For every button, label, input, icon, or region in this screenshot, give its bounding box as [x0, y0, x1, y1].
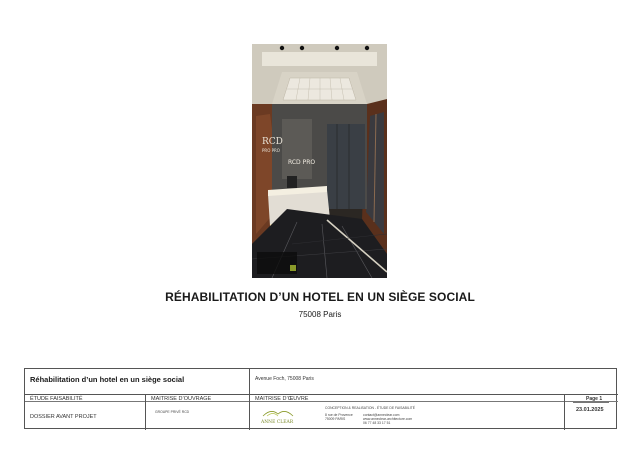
- architect-email[interactable]: contact@anneclear.com: [363, 413, 400, 417]
- wall-brand-3: RCD PRO: [288, 159, 316, 166]
- architect-address: 8 rue de Provence: [325, 413, 353, 417]
- phase-header: ÉTUDE FAISABILITÉ: [30, 396, 83, 402]
- wall-brand-2: PRO PRO: [262, 148, 280, 153]
- document-title: RÉHABILITATION D’UN HOTEL EN UN SIÈGE SOCIAL: [165, 290, 475, 304]
- project-title: Réhabilitation d’un hotel en un siège social: [30, 375, 185, 384]
- title-block: [24, 368, 617, 429]
- document-subtitle: 75008 Paris: [298, 310, 342, 319]
- leaf-logo-icon: [261, 408, 295, 418]
- architect-city: 75009 PARIS: [325, 417, 346, 421]
- phase-value: DOSSIER AVANT PROJET: [30, 414, 97, 420]
- project-address: Avenue Foch, 75008 Paris: [255, 376, 314, 382]
- page-number: Page 1: [586, 396, 603, 402]
- document-date: 23.01.2025: [576, 407, 604, 413]
- lobby-rendering: [252, 44, 387, 278]
- architect-website[interactable]: www.anneclear-architecture.com: [363, 417, 413, 421]
- architect-logo: [261, 408, 295, 424]
- architect-description: CONCEPTION & REALISATION - ÉTUDE DE FAISABILITÉ: [325, 406, 415, 410]
- architect-header: MAITRISE D’ŒUVRE: [255, 396, 309, 402]
- wall-brand-1: RCD: [262, 137, 283, 147]
- architect-phone: 06 77 48 33 17 51: [363, 421, 391, 425]
- client-value: GROUPE PRIVÉ RCD: [155, 410, 190, 414]
- architect-logo-text: ANNE CLEAR: [261, 420, 294, 425]
- cover-image: [252, 44, 387, 278]
- client-header: MAITRISE D’OUVRAGE: [151, 396, 212, 402]
